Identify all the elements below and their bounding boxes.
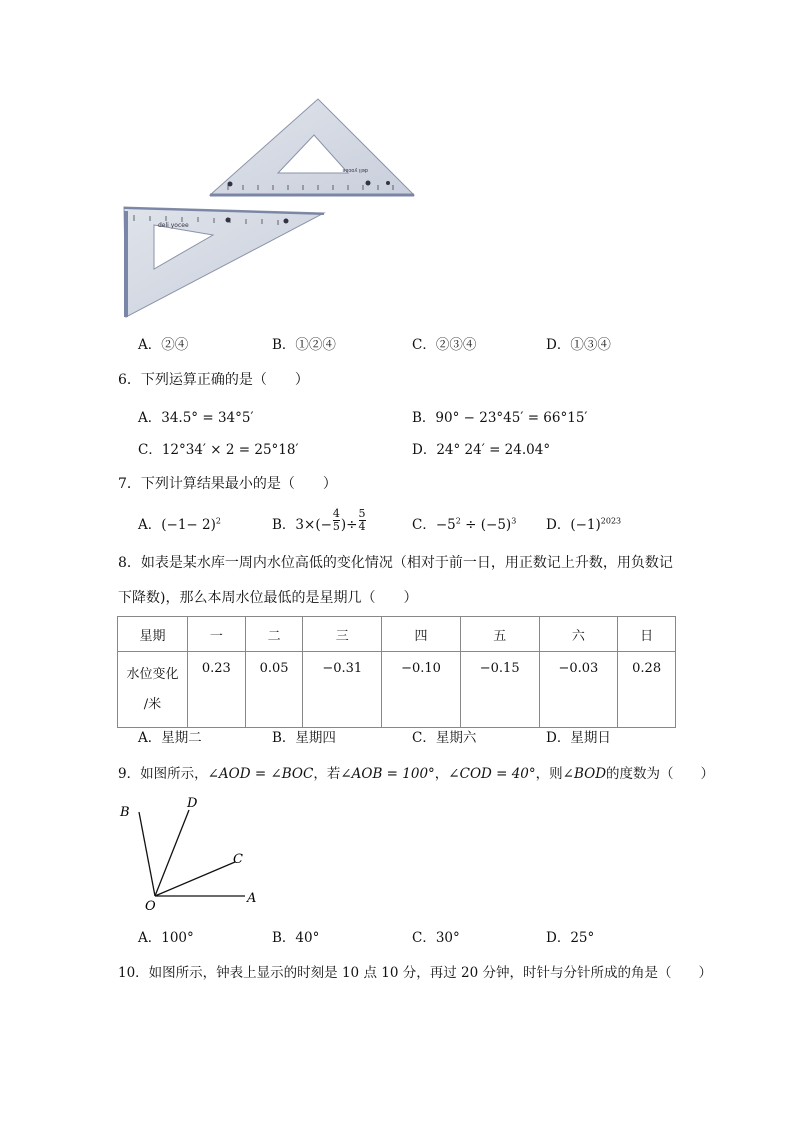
table-day: 四: [382, 617, 461, 652]
q7-b-pre: 3×(−: [295, 517, 332, 533]
q8-stem-line2: 下降数)，那么本周水位最低的是星期几（ ）: [118, 590, 418, 606]
q9-sep3: ，则: [535, 766, 563, 782]
label-b: B: [120, 805, 130, 820]
q8-option-a: A．星期二: [138, 730, 202, 746]
q6-option-d: D．24° 24′ = 24.04°: [412, 442, 551, 458]
q5-option-a: A．②④: [138, 337, 189, 353]
label-d: D: [187, 796, 198, 811]
label-c: C: [233, 852, 243, 867]
label-a: A: [247, 891, 257, 906]
q7-b-f2-num: 5: [358, 507, 366, 520]
q5-option-d: D．①③④: [546, 337, 611, 353]
q10-stem: 10．如图所示，钟表上显示的时刻是 10 点 10 分，再过 20 分钟，时针与分针所成的角是（ ）: [118, 965, 712, 981]
q9-option-c: C．30°: [412, 930, 460, 946]
q7-a-expr: (−1− 2): [161, 517, 216, 533]
ray-ob: [139, 812, 155, 896]
q7-a-exp: 2: [215, 516, 221, 526]
water-level-table: [117, 616, 676, 728]
table-value: −0.03: [539, 652, 618, 728]
table-row-label: [118, 652, 188, 728]
q9-target: ∠BOD: [562, 766, 607, 782]
q7-c-exp1: 2: [455, 516, 461, 526]
q8-option-b: B．星期四: [272, 730, 336, 746]
table-day: 六: [539, 617, 618, 652]
q9-cond2: ∠AOB = 100°: [340, 766, 435, 782]
q9-sep2: ，: [434, 766, 449, 782]
table-value: 0.05: [245, 652, 303, 728]
table-day: 五: [460, 617, 539, 652]
q7-c-exp2: 3: [511, 516, 517, 526]
q9-option-b: B．40°: [272, 930, 320, 946]
table-day: 日: [618, 617, 676, 652]
q7-d-expr: (−1): [570, 517, 601, 533]
table-value-row: [118, 652, 676, 728]
q7-stem: 7．下列计算结果最小的是（ ）: [118, 476, 337, 492]
q7-b-mid: )÷: [340, 517, 358, 533]
table-row-label-line1: 水位变化: [126, 666, 179, 682]
q8-stem-line1: 8．如表是某水库一周内水位高低的变化情况（相对于前一日，用正数记上升数，用负数记: [118, 555, 673, 571]
angle-figure: [115, 790, 275, 915]
q6-option-a: A．34.5° = 34°5′: [138, 410, 254, 426]
q9-stem: [118, 762, 714, 782]
table-value: −0.15: [460, 652, 539, 728]
table-day: 一: [188, 617, 246, 652]
q7-option-c: [412, 513, 516, 533]
q5-option-b: B．①②④: [272, 337, 336, 353]
table-header-row: [118, 617, 676, 652]
table-row-label-line2: /米: [143, 696, 162, 712]
q6-stem: 6．下列运算正确的是（ ）: [118, 372, 309, 388]
triangle-rulers-image: [118, 95, 418, 325]
q7-c-label: C．: [412, 517, 436, 533]
q6-option-b: B．90° − 23°45′ = 66°15′: [412, 410, 588, 426]
q5-option-c: C．②③④: [412, 337, 477, 353]
svg-text:deli yocee: deli yocee: [342, 167, 368, 173]
q7-option-d: [546, 513, 621, 533]
q7-option-b: [272, 508, 367, 542]
q9-cond3: ∠COD = 40°: [448, 766, 536, 782]
q7-b-f1-den: 5: [332, 520, 340, 533]
q7-option-a: [138, 513, 221, 533]
table-header-label: 星期: [118, 617, 188, 652]
q7-a-label: A．: [138, 517, 162, 533]
q7-d-exp: 2023: [600, 516, 622, 526]
table-value: 0.23: [188, 652, 246, 728]
q9-sep1: ，若: [313, 766, 341, 782]
q8-option-d: D．星期日: [546, 730, 611, 746]
table-day: 二: [245, 617, 303, 652]
table-value: −0.31: [303, 652, 382, 728]
q7-b-label: B．: [272, 517, 296, 533]
table-value: 0.28: [618, 652, 676, 728]
q9-cond1: ∠AOD = ∠BOC: [207, 766, 314, 782]
svg-text:deli yocee: deli yocee: [158, 222, 189, 229]
q7-c-expr2: ÷ (−5): [460, 517, 512, 533]
q8-option-c: C．星期六: [412, 730, 477, 746]
q7-d-label: D．: [546, 517, 571, 533]
q7-b-f2-den: 4: [358, 520, 366, 533]
label-o: O: [145, 899, 156, 914]
q7-b-f1-num: 4: [332, 507, 340, 520]
table-day: 三: [303, 617, 382, 652]
table-value: −0.10: [382, 652, 461, 728]
q7-c-expr1: −5: [435, 517, 456, 533]
q6-option-c: C．12°34′ × 2 = 25°18′: [138, 442, 299, 458]
q9-stem-suffix: 的度数为（ ）: [606, 766, 715, 782]
q9-option-d: D．25°: [546, 930, 595, 946]
q9-stem-prefix: 9．如图所示，: [118, 766, 208, 782]
q9-option-a: A．100°: [138, 930, 194, 946]
